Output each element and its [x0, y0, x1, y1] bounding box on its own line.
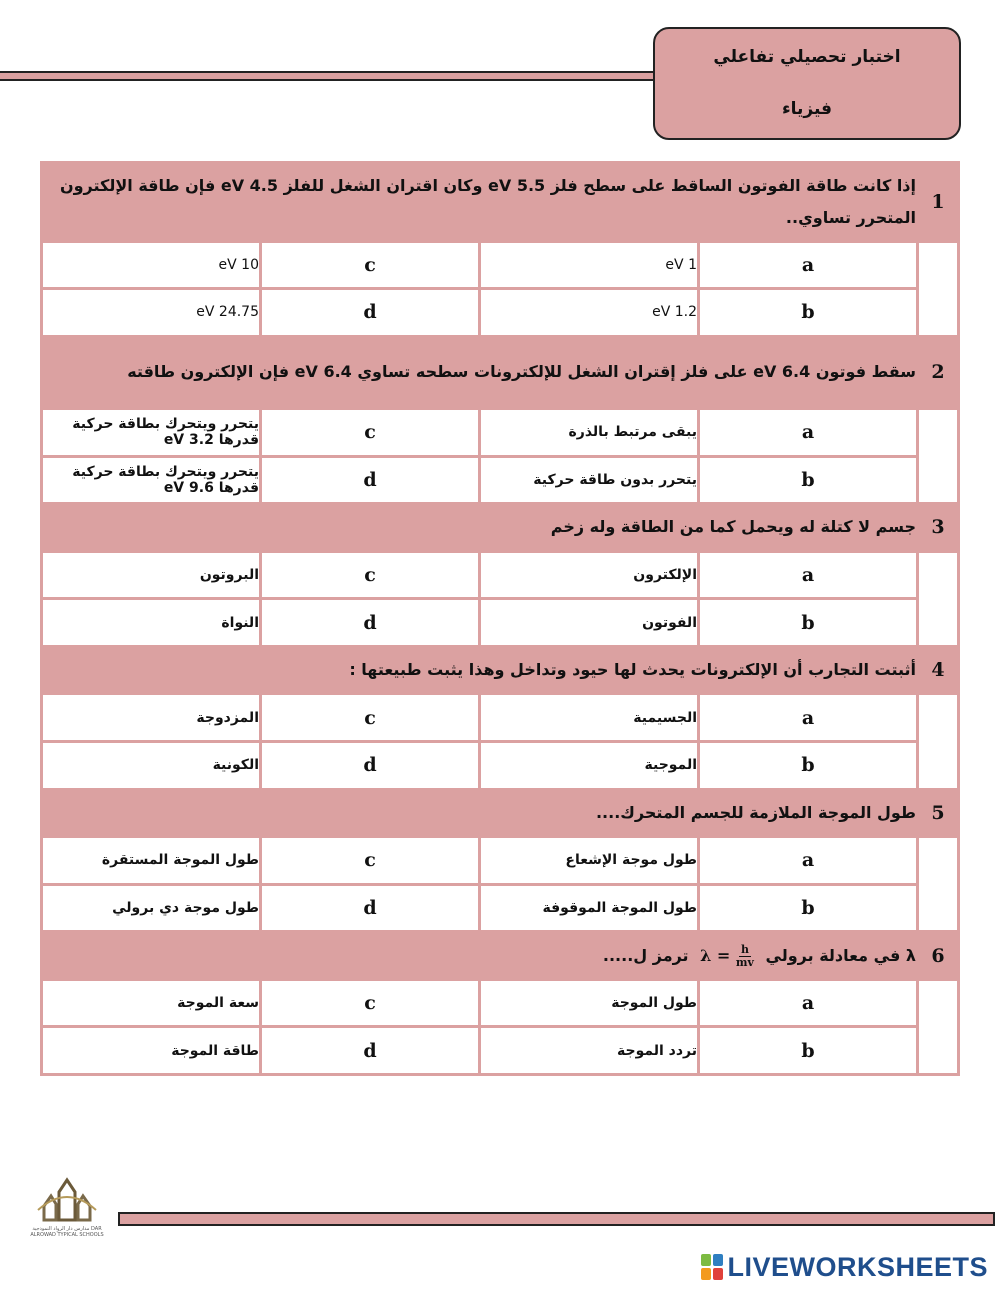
- question-row-4: [42, 646, 959, 694]
- question-number-2: 2: [918, 336, 959, 408]
- option-label-a: a: [699, 694, 918, 742]
- option-2d[interactable]: يتحرر ويتحرك بطاقة حركية قدرها 9.6 eV: [42, 456, 261, 504]
- title-line-2: فيزياء: [781, 99, 833, 119]
- option-label-b: b: [699, 599, 918, 647]
- title-line-1: اختبار تحصيلي تفاعلي: [713, 47, 901, 67]
- option-label-a: a: [699, 837, 918, 885]
- question-6-part1: λ في معادلة برولي: [765, 945, 916, 965]
- option-4a[interactable]: الجسيمية: [480, 694, 699, 742]
- logo-square-red: [713, 1268, 723, 1280]
- option-label-b: b: [699, 742, 918, 790]
- option-5a[interactable]: طول موجة الإشعاع: [480, 837, 699, 885]
- question-number-6: 6: [918, 932, 959, 980]
- option-row: [42, 837, 959, 885]
- option-1a[interactable]: 1 eV: [480, 241, 699, 289]
- formula-lambda: λ =: [700, 945, 731, 965]
- option-row: [42, 742, 959, 790]
- option-6b[interactable]: تردد الموجة: [480, 1027, 699, 1075]
- option-label-b: b: [699, 1027, 918, 1075]
- option-1d[interactable]: 24.75 eV: [42, 289, 261, 337]
- option-label-b: b: [699, 289, 918, 337]
- footer-rule: [118, 1212, 995, 1226]
- liveworksheets-brand[interactable]: [701, 1252, 988, 1282]
- option-3b[interactable]: الفوتون: [480, 599, 699, 647]
- formula-numerator: h: [740, 942, 749, 956]
- option-label-a: a: [699, 979, 918, 1027]
- liveworksheets-logo-icon: [701, 1254, 723, 1280]
- option-6d[interactable]: طاقة الموجة: [42, 1027, 261, 1075]
- school-logo-text: مدارس دار الرواد النموذجية DAR ALROWAD TYPICAL SCHOOLS: [30, 1226, 104, 1238]
- option-label-c: c: [261, 241, 480, 289]
- title-box: [653, 27, 961, 140]
- option-label-c: c: [261, 837, 480, 885]
- option-3c[interactable]: البروتون: [42, 551, 261, 599]
- option-4b[interactable]: الموجية: [480, 742, 699, 790]
- option-row: [42, 599, 959, 647]
- question-number-1: 1: [918, 163, 959, 242]
- option-label-c: c: [261, 409, 480, 457]
- option-2a[interactable]: يبقى مرتبط بالذرة: [480, 409, 699, 457]
- option-label-c: c: [261, 694, 480, 742]
- option-row: [42, 694, 959, 742]
- option-2b[interactable]: يتحرر بدون طاقة حركية: [480, 456, 699, 504]
- option-row: [42, 1027, 959, 1075]
- option-label-c: c: [261, 979, 480, 1027]
- option-label-a: a: [699, 409, 918, 457]
- option-label-a: a: [699, 241, 918, 289]
- option-label-d: d: [261, 456, 480, 504]
- option-4c[interactable]: المزدوجة: [42, 694, 261, 742]
- option-row: [42, 551, 959, 599]
- logo-square-green: [701, 1254, 711, 1266]
- option-5c[interactable]: طول الموجة المستقرة: [42, 837, 261, 885]
- option-1b[interactable]: 1.2 eV: [480, 289, 699, 337]
- quiz-table: [40, 161, 960, 1076]
- option-5d[interactable]: طول موجة دي برولي: [42, 884, 261, 932]
- option-label-d: d: [261, 1027, 480, 1075]
- option-4d[interactable]: الكونية: [42, 742, 261, 790]
- option-row: [42, 241, 959, 289]
- option-6a[interactable]: طول الموجة: [480, 979, 699, 1027]
- question-text-2: سقط فوتون 6.4 eV على فلز إقتران الشغل للإلكترونات سطحه تساوي 6.4 eV فإن الإلكترون طاقته: [42, 336, 918, 408]
- option-3d[interactable]: النواة: [42, 599, 261, 647]
- option-row: [42, 289, 959, 337]
- option-3a[interactable]: الإلكترون: [480, 551, 699, 599]
- question-text-6: [42, 932, 918, 980]
- question-row-3: [42, 504, 959, 552]
- option-2c[interactable]: يتحرر ويتحرك بطاقة حركية قدرها 3.2 eV: [42, 409, 261, 457]
- question-6-part2: ترمز ل.....: [602, 945, 689, 965]
- option-label-d: d: [261, 289, 480, 337]
- formula-fraction: [736, 944, 754, 969]
- option-6c[interactable]: سعة الموجة: [42, 979, 261, 1027]
- option-label-d: d: [261, 884, 480, 932]
- option-row: [42, 456, 959, 504]
- question-number-3: 3: [918, 504, 959, 552]
- de-broglie-formula: [700, 940, 754, 972]
- logo-square-blue: [713, 1254, 723, 1266]
- option-5b[interactable]: طول الموجة الموقوفة: [480, 884, 699, 932]
- logo-square-orange: [701, 1268, 711, 1280]
- liveworksheets-wordmark: LIVEWORKSHEETS: [727, 1251, 988, 1282]
- option-label-a: a: [699, 551, 918, 599]
- question-row-5: [42, 789, 959, 837]
- option-label-b: b: [699, 884, 918, 932]
- question-row-1: [42, 163, 959, 242]
- question-row-6: [42, 932, 959, 980]
- option-row: [42, 979, 959, 1027]
- question-text-1: إذا كانت طاقة الفوتون الساقط على سطح فلز 5.5 eV وكان اقتران الشغل للفلز 4.5 eV فإن طاقة الإلكترون المتحرر تساوي..: [42, 163, 918, 242]
- option-label-b: b: [699, 456, 918, 504]
- option-label-d: d: [261, 742, 480, 790]
- option-1c[interactable]: 10 eV: [42, 241, 261, 289]
- option-label-c: c: [261, 551, 480, 599]
- question-text-4: أثبتت التجارب أن الإلكترونات يحدث لها حيود وتداخل وهذا يثبت طبيعتها :: [42, 646, 918, 694]
- header-rule: [0, 71, 656, 81]
- formula-denominator: mv: [735, 955, 754, 969]
- question-text-5: طول الموجة الملازمة للجسم المتحرك....: [42, 789, 918, 837]
- option-row: [42, 409, 959, 457]
- question-row-2: [42, 336, 959, 408]
- question-text-3: جسم لا كتلة له ويحمل كما من الطاقة وله زخم: [42, 504, 918, 552]
- question-number-4: 4: [918, 646, 959, 694]
- question-number-5: 5: [918, 789, 959, 837]
- option-row: [42, 884, 959, 932]
- option-label-d: d: [261, 599, 480, 647]
